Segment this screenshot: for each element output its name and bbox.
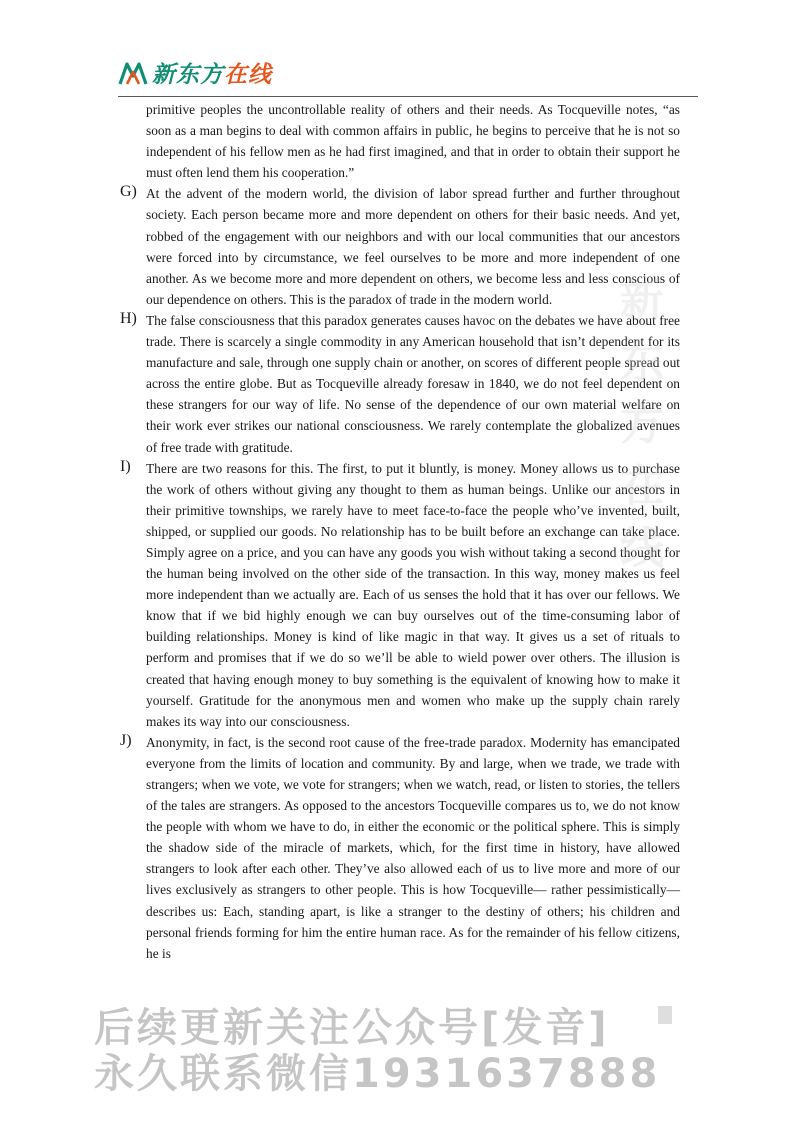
logo-text-part2: 在线 [224, 62, 272, 88]
document-body [120, 99, 680, 964]
paragraph-g [120, 183, 680, 310]
paragraph-text: The false consciousness that this paradox generates causes havoc on the debates we have about free trade. There is scarcely a single commodity in any American household that isn’t dependent for its manufacture and sale, through one supply chain or another, on scores of different people spread out across the entire globe. But as Tocqueville already foresaw in 1840, we do not feel dependent on these strangers for our way of life. No sense of the dependence of our own material welfare on their work ever strikes our national consciousness. We rarely contemplate the globalized avenues of free trade with gratitude. [146, 312, 680, 455]
paragraph-i [120, 458, 680, 732]
brand-logo [118, 56, 272, 89]
watermark-block [658, 1006, 672, 1024]
header-divider [118, 96, 698, 97]
page-header [118, 52, 698, 98]
logo-mark-icon [118, 58, 148, 88]
paragraph-j [120, 732, 680, 964]
paragraph-text: Anonymity, in fact, is the second root cause of the free-trade paradox. Modernity has emancipated everyone from the limits of location and community. By and large, when we trade, we trade with strangers; when we vote, we vote for strangers; when we watch, read, or listen to stories, the tellers of the tales are strangers. As opposed to the ancestors Tocqueville compares us to, we do not know the people with whom we have to do, in either the economic or the political sphere. This is simply the shadow side of the miracle of markets, which, for the first time in history, have allowed strangers to look after each other. They’ve also allowed each of us to live more and more of our lives exclusively as strangers to other people. This is how Tocqueville— rather pessimistically—describes us: Each, standing apart, is like a stranger to the destiny of others; his children and personal friends forming for him the entire human race. As for the remainder of his fellow citizens, he is [146, 734, 680, 961]
watermark-line-1: 后续更新关注公众号[发音] [94, 1005, 610, 1051]
paragraph-label: J) [120, 731, 132, 749]
logo-text [152, 56, 272, 89]
paragraph-f-continuation [120, 99, 680, 183]
paragraph-label: I) [120, 457, 131, 475]
watermark-line-2: 永久联系微信1931637888 [94, 1051, 661, 1097]
paragraph-h [120, 310, 680, 458]
paragraph-text: There are two reasons for this. The first, to put it bluntly, is money. Money allows us to purchase the work of others without giving any thought to them as human beings. Unlike our ancestors in their primitive townships, we rarely have to meet face-to-face the people who’ve invented, built, shipped, or supplied our goods. No relationship has to be built before an exchange can take place. Simply agree on a price, and you can have any goods you wish without taking a second thought for the human being involved on the other side of the transaction. In this way, money makes us feel more independent than we actually are. Each of us senses the hold that it has over our fellows. We know that if we bid highly enough we can buy ourselves out of the time-consuming labor of building relationships. Money is kind of like magic in that way. It gives us a set of rituals to perform and promises that if we do so we’ll be able to wield power over others. The illusion is created that having enough money to buy something is the equivalent of knowing how to make it yourself. Gratitude for the anonymous men and women who make up the supply chain rarely makes its way into our consciousness. [146, 460, 680, 729]
paragraph-label: G) [120, 183, 137, 201]
vertical-watermark: 新东方在线 [620, 275, 664, 574]
paragraph-text: At the advent of the modern world, the division of labor spread further and further throughout society. Each person became more and more dependent on others for their basic needs. And yet, robbed of the engagement with our neighbors and with our local communities that our ancestors were forced into by circumstance, we feel ourselves to be more and more independent of one another. As we become more and more dependent on others, we become less and less conscious of our dependence on others. This is the paradox of trade in the modern world. [146, 186, 680, 307]
logo-text-part1: 新东方 [152, 62, 224, 88]
paragraph-label: H) [120, 309, 137, 327]
paragraph-text: primitive peoples the uncontrollable reality of others and their needs. As Tocqueville notes, “as soon as a man begins to deal with common affairs in public, he begins to perceive that he is not so independent of his fellow men as he had first imagined, and that in order to obtain their support he must often lend them his cooperation.” [146, 102, 680, 181]
